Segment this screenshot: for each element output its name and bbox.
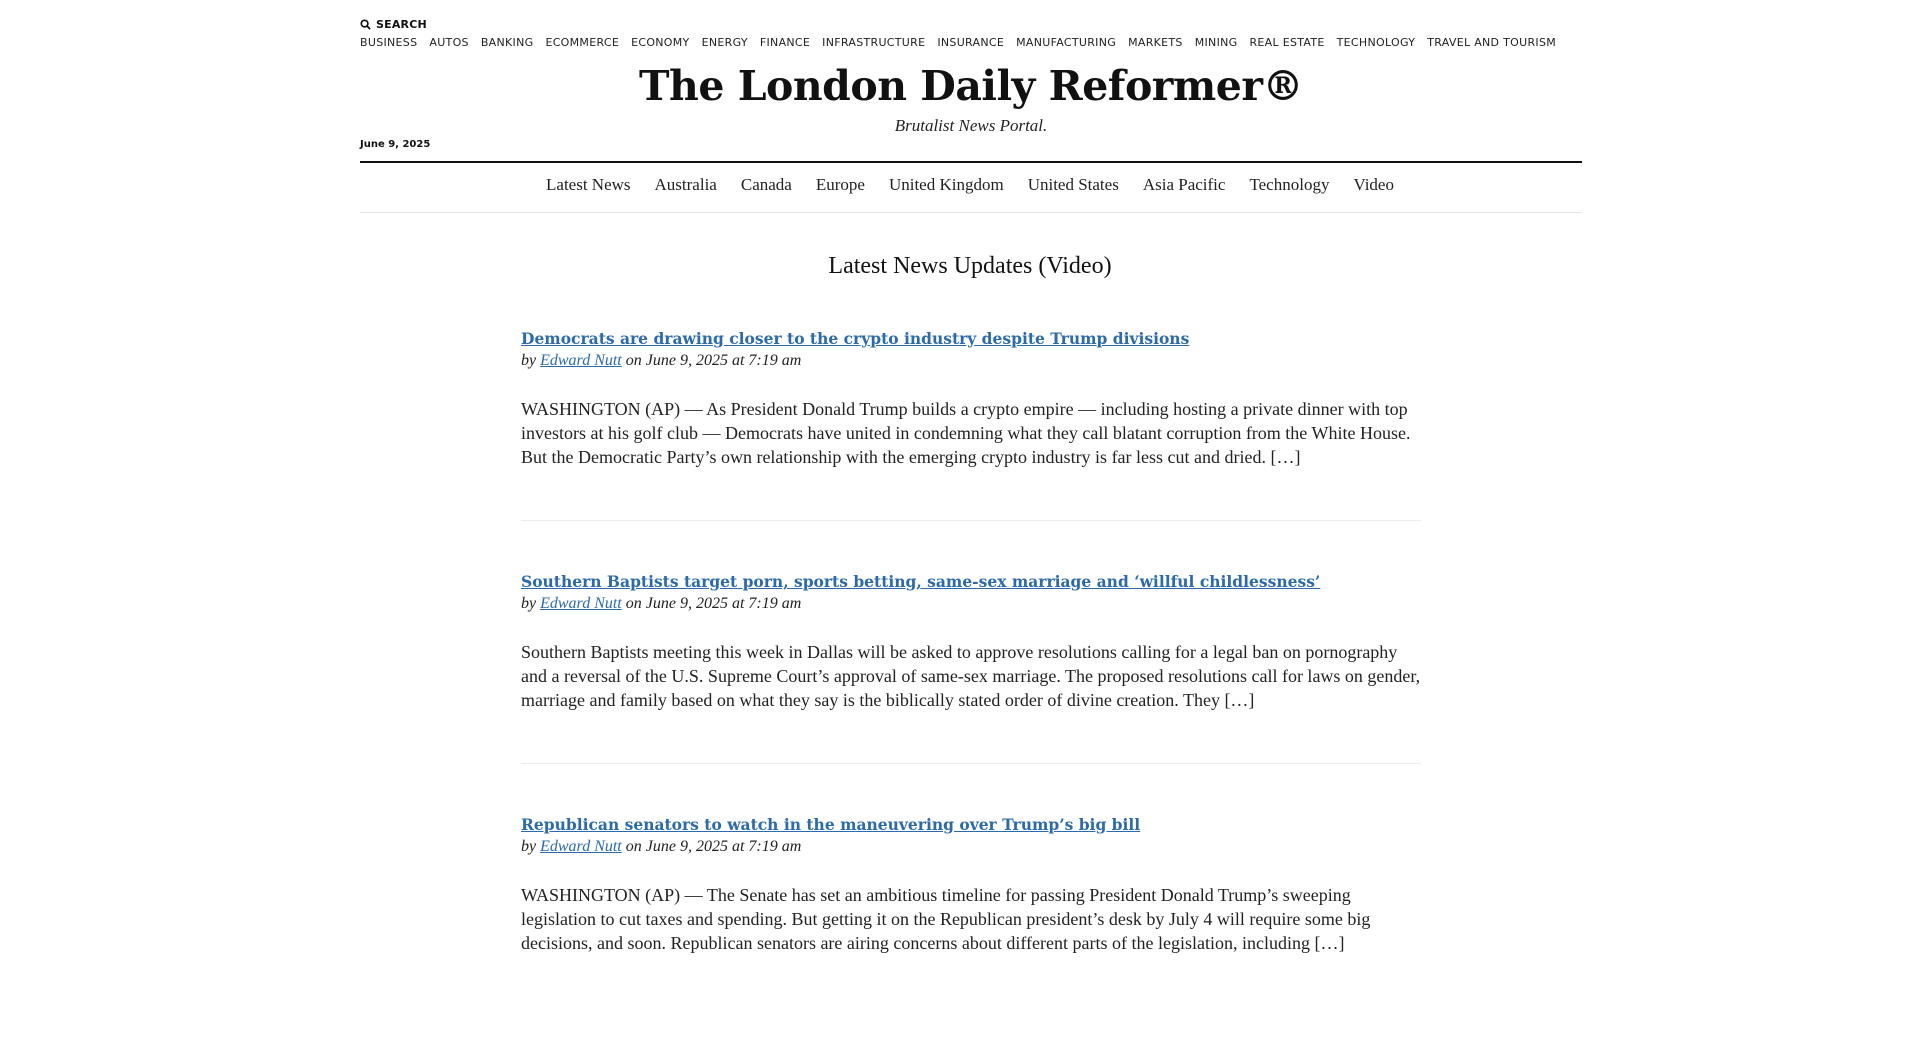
section-heading: Latest News Updates (Video) (828, 253, 1112, 279)
main-nav (0, 175, 1920, 195)
search-link[interactable] (360, 18, 427, 31)
category-nav (360, 36, 1580, 49)
search-icon (360, 19, 371, 30)
article-title-link[interactable]: Southern Baptists target porn, sports betting, same-sex marriage and ‘willful childlessness’ (521, 572, 1321, 591)
nav-divider (360, 212, 1582, 213)
site-title[interactable]: The London Daily Reformer® (639, 62, 1303, 110)
article-divider (521, 763, 1421, 764)
search-label: SEARCH (376, 18, 427, 31)
article-item (521, 571, 1421, 814)
nav-item-united-kingdom[interactable]: United Kingdom (888, 175, 1004, 194)
nav-item-australia[interactable]: Australia (654, 175, 717, 194)
nav-item-asia-pacific[interactable]: Asia Pacific (1142, 175, 1226, 194)
article-date: on June 9, 2025 at 7:19 am (625, 595, 802, 612)
article-byline (521, 594, 1421, 614)
article-excerpt: Southern Baptists meeting this week in Dallas will be asked to approve resolutions calling for a legal ban on pornography and a reversal of the U.S. Supreme Court’s approval of same-sex marriage. The proposed resolutions call for laws on gender, marriage and family based on what they say is the biblically stated order of divine creation. They […] (521, 642, 1421, 710)
category-link-economy[interactable]: ECONOMY (631, 36, 690, 49)
article-title-link[interactable]: Democrats are drawing closer to the crypto industry despite Trump divisions (521, 329, 1190, 348)
top-bar (360, 18, 1580, 49)
article-title-link[interactable]: Republican senators to watch in the maneuvering over Trump’s big bill (521, 815, 1141, 834)
header-divider (360, 161, 1582, 163)
category-link-autos[interactable]: AUTOS (429, 36, 469, 49)
article-excerpt: WASHINGTON (AP) — As President Donald Trump builds a crypto empire — including hosting a private dinner with top investors at his golf club — Democrats have united in condemning what they call blatant corruption from the White House. But the Democratic Party’s own relationship with the emerging crypto industry is far less cut and dried. […] (521, 399, 1411, 467)
category-link-insurance[interactable]: INSURANCE (937, 36, 1005, 49)
category-link-finance[interactable]: FINANCE (759, 36, 811, 49)
nav-item-technology[interactable]: Technology (1249, 175, 1330, 194)
category-link-real-estate[interactable]: REAL ESTATE (1249, 36, 1325, 49)
category-link-mining[interactable]: MINING (1194, 36, 1238, 49)
category-link-markets[interactable]: MARKETS (1128, 36, 1183, 49)
category-link-business[interactable]: BUSINESS (360, 36, 418, 49)
category-link-energy[interactable]: ENERGY (701, 36, 748, 49)
article-divider (521, 520, 1421, 521)
author-link[interactable]: Edward Nutt (540, 838, 622, 855)
category-link-banking[interactable]: BANKING (480, 36, 534, 49)
byline-prefix: by (521, 838, 537, 855)
category-link-travel-and-tourism[interactable]: TRAVEL AND TOURISM (1427, 36, 1557, 49)
article-date: on June 9, 2025 at 7:19 am (625, 838, 802, 855)
masthead (0, 58, 1920, 136)
byline-prefix: by (521, 352, 537, 369)
article-excerpt: WASHINGTON (AP) — The Senate has set an ambitious timeline for passing President Donald Trump’s sweeping legislation to cut taxes and spending. But getting it on the Republican president’s desk by July 4 will require some big decisions, and soon. Republican senators are airing concerns about different parts of the legislation, including […] (521, 885, 1371, 953)
nav-item-europe[interactable]: Europe (815, 175, 865, 194)
article-byline (521, 351, 1421, 371)
byline-prefix: by (521, 595, 537, 612)
article-byline (521, 837, 1421, 857)
author-link[interactable]: Edward Nutt (540, 352, 622, 369)
nav-item-canada[interactable]: Canada (740, 175, 792, 194)
article-list (521, 328, 1421, 1057)
category-link-technology[interactable]: TECHNOLOGY (1336, 36, 1416, 49)
nav-item-latest-news[interactable]: Latest News (546, 175, 631, 194)
current-date: June 9, 2025 (360, 139, 431, 150)
article-item (521, 814, 1421, 1057)
category-link-infrastructure[interactable]: INFRASTRUCTURE (822, 36, 926, 49)
author-link[interactable]: Edward Nutt (540, 595, 622, 612)
category-link-ecommerce[interactable]: ECOMMERCE (545, 36, 620, 49)
article-date: on June 9, 2025 at 7:19 am (625, 352, 802, 369)
article-item (521, 328, 1421, 571)
site-tagline: Brutalist News Portal. (894, 116, 1048, 135)
category-link-manufacturing[interactable]: MANUFACTURING (1016, 36, 1117, 49)
nav-item-united-states[interactable]: United States (1027, 175, 1119, 194)
nav-item-video[interactable]: Video (1353, 175, 1394, 194)
